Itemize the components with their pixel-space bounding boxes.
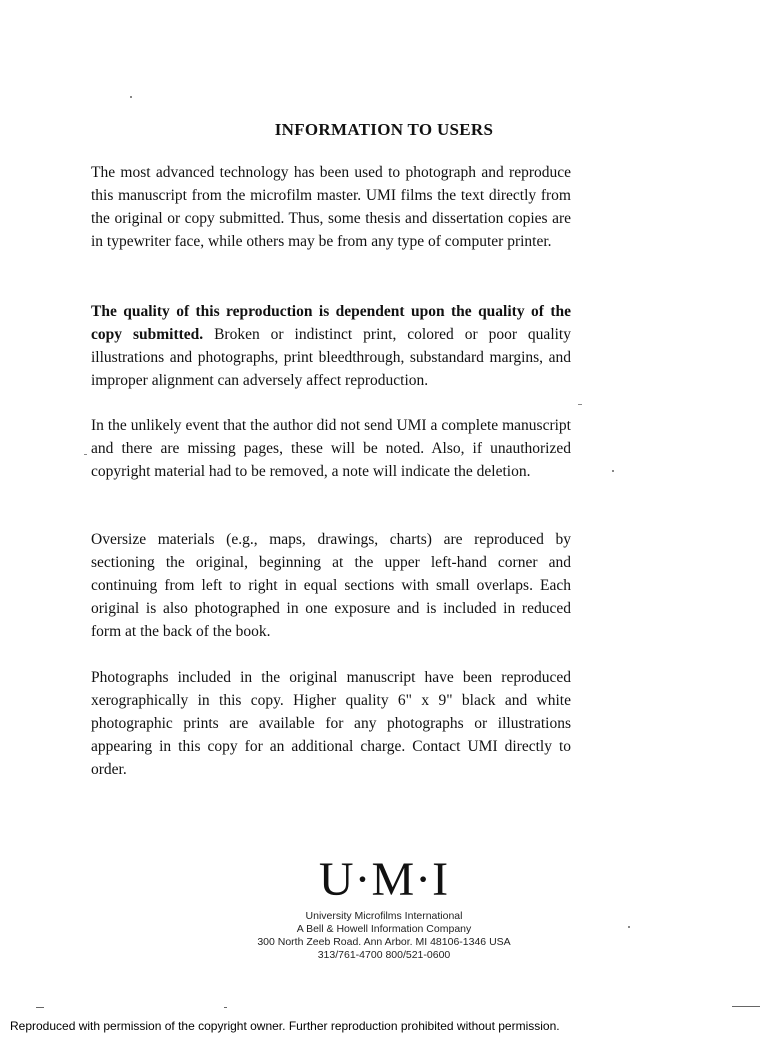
scan-speck (84, 454, 87, 455)
page-title: INFORMATION TO USERS (274, 120, 494, 139)
umi-logo: U·M·I (318, 853, 450, 906)
publisher-company: A Bell & Howell Information Company (296, 923, 472, 935)
quality-bold-statement: The quality of this reproduction is dependent upon the quality of the copy submitted. (91, 303, 571, 343)
scan-speck (130, 96, 132, 98)
scan-mark (36, 1007, 44, 1008)
scan-speck (612, 470, 614, 472)
paragraph-technology: The most advanced technology has been used to photograph and reproduce this manuscript from the microfilm master. UMI films the text directly from the original or copy submitted. Thus, some thesis and dissertation copies are in typewriter face, while others may be from any type of computer printer. (91, 164, 571, 250)
publisher-name: University Microfilms International (305, 910, 463, 922)
paragraph-quality (91, 300, 571, 392)
publisher-address: 300 North Zeeb Road. Ann Arbor. MI 48106-1346 USA (257, 936, 511, 948)
paragraph-oversize-materials: Oversize materials (e.g., maps, drawings, charts) are reproduced by sectioning the original, beginning at the upper left-hand corner and continuing from left to right in equal sections with small overlaps. Each original is also photographed in one exposure and is included in reduced form at the back of the book. (91, 531, 571, 640)
publisher-phone: 313/761-4700 800/521-0600 (317, 949, 451, 961)
scan-mark (732, 1006, 760, 1007)
scan-speck (628, 926, 630, 928)
copyright-footer: Reproduced with permission of the copyright owner. Further reproduction prohibited without permission. (10, 1019, 560, 1033)
paragraph-missing-pages: In the unlikely event that the author did not send UMI a complete manuscript and there are missing pages, these will be noted. Also, if unauthorized copyright material had to be removed, a note will indicate the deletion. (91, 417, 571, 480)
scan-speck (578, 404, 582, 405)
scan-mark (224, 1007, 227, 1008)
paragraph-photographs: Photographs included in the original manuscript have been reproduced xerographically in this copy. Higher quality 6" x 9" black and white photographic prints are available for any photographs or illustrations appearing in this copy for an additional charge. Contact UMI directly to order. (91, 669, 571, 778)
quality-details: Broken or indistinct print, colored or poor quality illustrations and photographs, print bleedthrough, substandard margins, and improper alignment can adversely affect reproduction. (91, 326, 571, 389)
